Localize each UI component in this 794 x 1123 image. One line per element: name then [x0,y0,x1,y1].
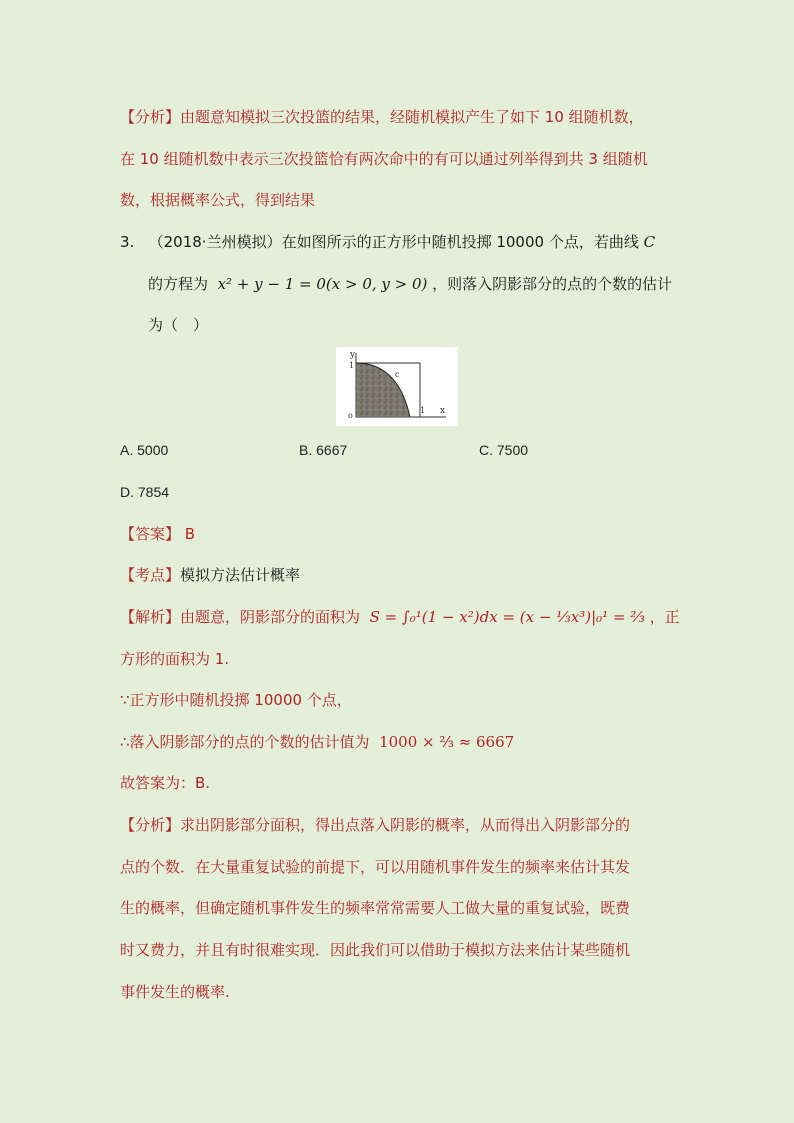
question-line-2 [148,274,672,294]
solution-formula: S = ∫₀¹(1 − x²)dx = (x − ⅓x³)|₀¹ = ⅔ [369,608,645,626]
kaodian-tag: 【考点】 [120,566,181,584]
analysis-text-line: 点的个数．在大量重复试验的前提下，可以用随机事件发生的频率来估计其发 [120,858,631,876]
option-c: C. 7500 [479,442,529,458]
solution-line-2: 方形的面积为 1. [120,650,230,668]
option-d: D. 7854 [120,484,170,500]
square-figure [336,347,458,426]
question-line-3: 为（ ） [148,316,209,334]
analysis-paragraph-1 [120,107,644,127]
y-one-label: 1 [349,361,355,370]
solution-tag: 【解析】 [120,608,181,626]
solution-line-1 [120,607,680,627]
solution-text: ∴落入阴影部分的点的个数的估计值为 [120,733,370,751]
analysis-tag: 【分析】 [120,108,181,126]
figure-svg [336,347,458,426]
answer-value: B [184,525,196,543]
analysis-text-line: 在 10 组随机数中表示三次投篮恰有两次命中的有可以通过列举得到共 3 组随机 [120,150,648,168]
analysis-tag: 【分析】 [120,816,181,834]
origin-label: o [348,411,353,420]
x-axis-label: x [440,406,446,416]
curve-label: c [395,370,400,379]
question-text: （2018·兰州模拟）在如图所示的正方形中随机投掷 10000 个点，若曲线 [148,233,639,251]
question-text: ，则落入阴影部分的点的个数的估计 [432,275,673,293]
answer-line [120,524,195,544]
analysis-text-line: 由题意知模拟三次投篮的结果，经随机模拟产生了如下 10 组随机数， [180,108,644,126]
option-b: B. 6667 [299,442,348,458]
analysis-paragraph-2 [120,815,630,835]
y-axis-label: y [350,350,356,360]
question-line-1 [120,232,655,252]
curve-equation: x² + y − 1 = 0(x > 0, y > 0) [217,275,428,293]
kaodian-line [120,565,300,585]
analysis-text-line: 事件发生的概率. [120,983,230,1001]
question-number: 3. [120,233,135,251]
x-one-label: 1 [420,406,426,415]
answer-tag: 【答案】 [120,525,181,543]
solution-text: 由题意，阴影部分的面积为 [180,608,361,626]
option-a: A. 5000 [120,442,169,458]
shaded-region [356,363,410,417]
kaodian-value: 模拟方法估计概率 [180,566,301,584]
solution-estimate-formula: 1000 × ⅔ ≈ 6667 [379,733,515,751]
analysis-text-line: 时又费力，并且有时很难实现．因此我们可以借助于模拟方法来估计某些随机 [120,941,631,959]
curve-name: C [643,233,656,251]
solution-line-3: ∵正方形中随机投掷 10000 个点， [120,691,352,709]
solution-line-4 [120,732,514,752]
analysis-text-line: 求出阴影部分面积，得出点落入阴影的概率，从而得出入阴影部分的 [180,816,631,834]
analysis-text-line: 数，根据概率公式，得到结果 [120,191,316,209]
question-text: 的方程为 [148,275,209,293]
solution-line-5: 故答案为：B. [120,774,211,792]
analysis-text-line: 生的概率，但确定随机事件发生的频率常常需要人工做大量的重复试验，既费 [120,899,631,917]
solution-text: ，正 [649,608,680,626]
